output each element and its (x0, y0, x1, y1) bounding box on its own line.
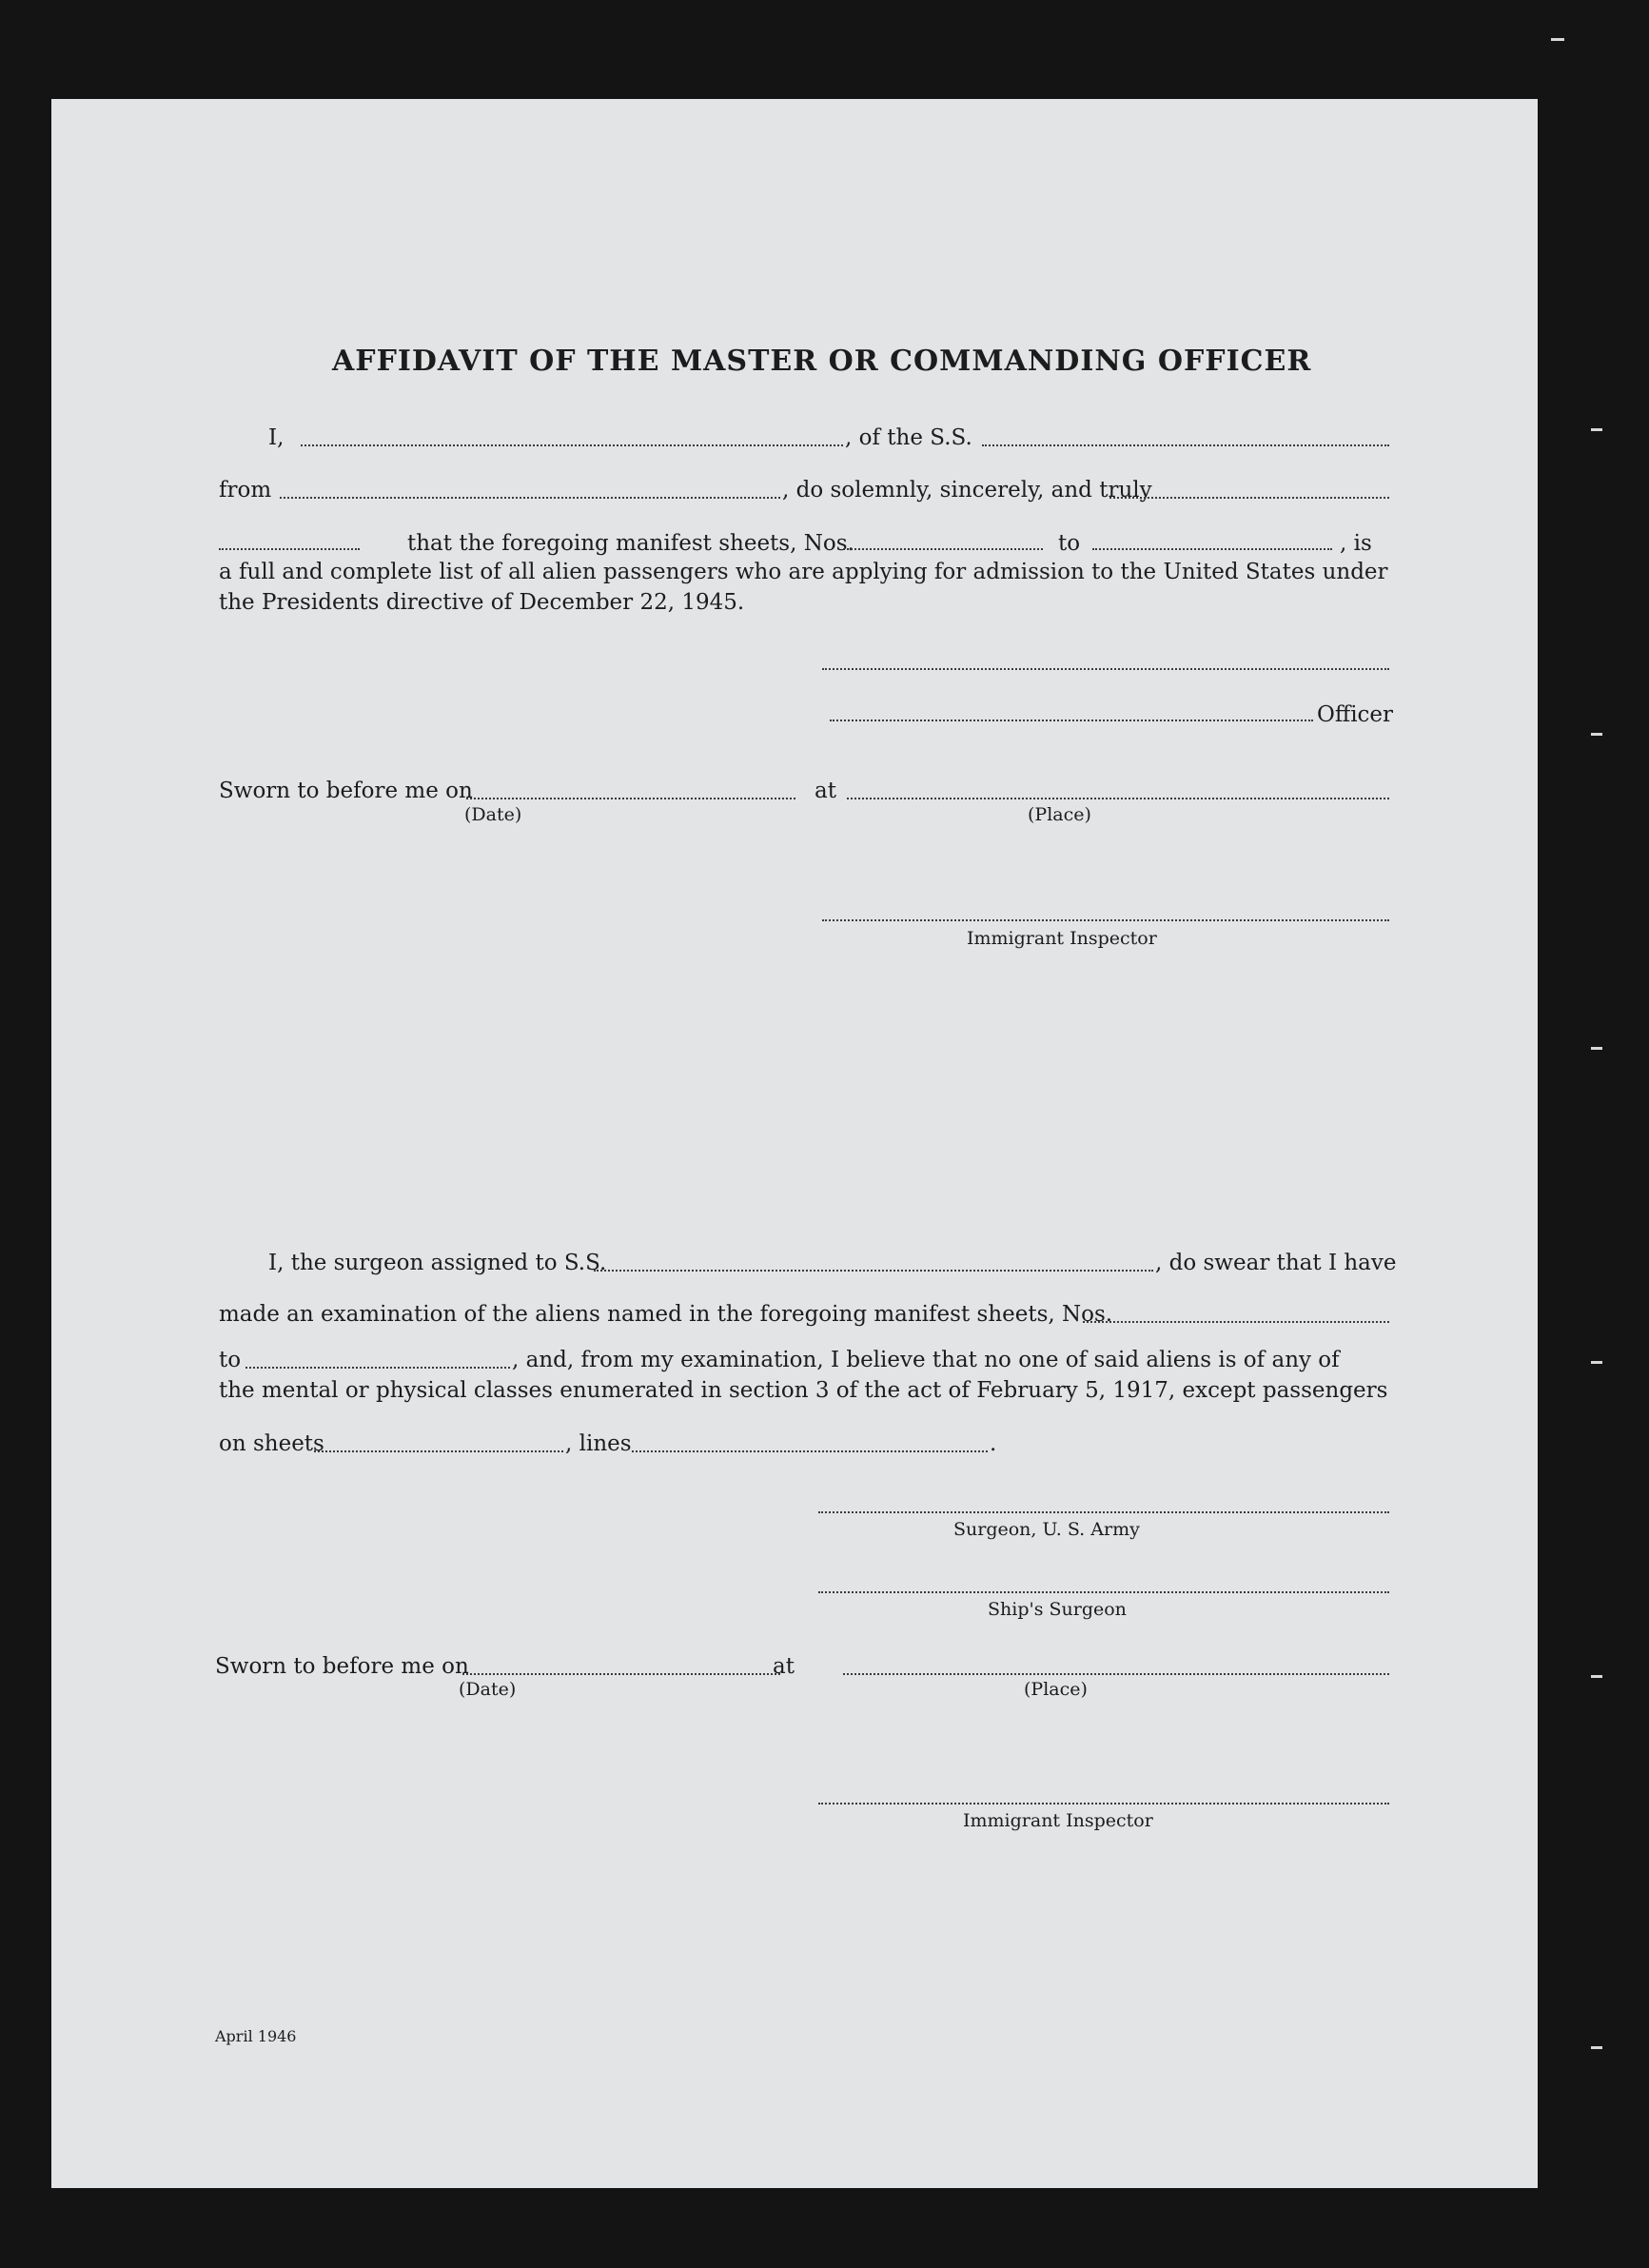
surgeon-place-label: (Place) (1024, 1679, 1088, 1700)
ship-surgeon-label: Ship's Surgeon (988, 1599, 1127, 1620)
from-port-field[interactable] (280, 497, 780, 499)
master-signature-line[interactable] (822, 668, 1389, 670)
master-sworn-date-field[interactable] (466, 798, 795, 799)
form-date: April 1946 (215, 2027, 297, 2045)
ship-name-field[interactable] (982, 444, 1389, 446)
army-surgeon-signature-line[interactable] (818, 1511, 1389, 1513)
master-place-label: (Place) (1028, 804, 1091, 825)
sheets-from-field[interactable] (843, 548, 1043, 550)
surgeon-line3-prefix: to (219, 1348, 242, 1372)
surgeon-inspector-signature-line[interactable] (818, 1803, 1389, 1805)
master-line3-c: , is (1340, 531, 1372, 556)
officer-signature-line[interactable] (830, 720, 1313, 721)
master-sworn-at: at (815, 779, 836, 803)
master-line1-prefix: I, (268, 425, 285, 450)
master-date-label: (Date) (464, 804, 522, 825)
master-sworn-place-field[interactable] (847, 798, 1389, 799)
surgeon-line5-mid: , lines (565, 1431, 632, 1456)
surgeon-line2: made an examination of the aliens named in the foregoing manifest sheets, Nos. (219, 1302, 1113, 1327)
surgeon-sworn-prefix: Sworn to before me on (215, 1654, 469, 1679)
master-line1-mid: , of the S.S. (845, 425, 972, 450)
surgeon-line1-suffix: , do swear that I have (1155, 1251, 1397, 1275)
surgeon-sheets-to-field[interactable] (245, 1367, 510, 1369)
master-line4: a full and complete list of all alien passengers who are applying for admission to the United States under (219, 560, 1388, 584)
master-inspector-signature-line[interactable] (822, 919, 1389, 921)
surgeon-exception-sheets-field[interactable] (314, 1450, 563, 1452)
ship-surgeon-signature-line[interactable] (818, 1591, 1389, 1593)
master-line3-a: that the foregoing manifest sheets, Nos. (407, 531, 854, 556)
surgeon-line4: the mental or physical classes enumerated in section 3 of the act of February 5, 1917, except passengers (219, 1378, 1388, 1403)
army-surgeon-label: Surgeon, U. S. Army (953, 1519, 1140, 1540)
surgeon-inspector-label: Immigrant Inspector (963, 1810, 1153, 1831)
surgeon-line1-prefix: I, the surgeon assigned to S.S. (268, 1251, 607, 1275)
surgeon-line5-end: . (990, 1431, 997, 1456)
oath-continued-field[interactable] (219, 548, 360, 550)
master-inspector-label: Immigrant Inspector (967, 928, 1157, 949)
surgeon-sheets-from-field[interactable] (1083, 1321, 1389, 1323)
surgeon-sworn-place-field[interactable] (843, 1673, 1389, 1675)
master-line3-b: to (1058, 531, 1081, 556)
surgeon-ship-field[interactable] (594, 1270, 1153, 1272)
master-name-field[interactable] (301, 444, 843, 446)
surgeon-sworn-at: at (773, 1654, 795, 1679)
surgeon-date-label: (Date) (459, 1679, 517, 1700)
master-line5: the Presidents directive of December 22, 1945. (219, 590, 745, 615)
surgeon-line3-suffix: , and, from my examination, I believe that no one of said aliens is of any of (512, 1348, 1340, 1372)
oath-field[interactable] (1109, 497, 1389, 499)
page-title: AFFIDAVIT OF THE MASTER OR COMMANDING OFFICER (332, 345, 1312, 378)
officer-label: Officer (1317, 702, 1394, 727)
surgeon-line5-prefix: on sheets (219, 1431, 324, 1456)
sheets-to-field[interactable] (1092, 548, 1332, 550)
surgeon-exception-lines-field[interactable] (632, 1450, 988, 1452)
master-line2-prefix: from (219, 478, 272, 503)
affidavit-page (51, 99, 1538, 2188)
master-sworn-prefix: Sworn to before me on (219, 779, 473, 803)
surgeon-sworn-date-field[interactable] (462, 1673, 780, 1675)
master-line2-mid: , do solemnly, sincerely, and truly (782, 478, 1152, 503)
